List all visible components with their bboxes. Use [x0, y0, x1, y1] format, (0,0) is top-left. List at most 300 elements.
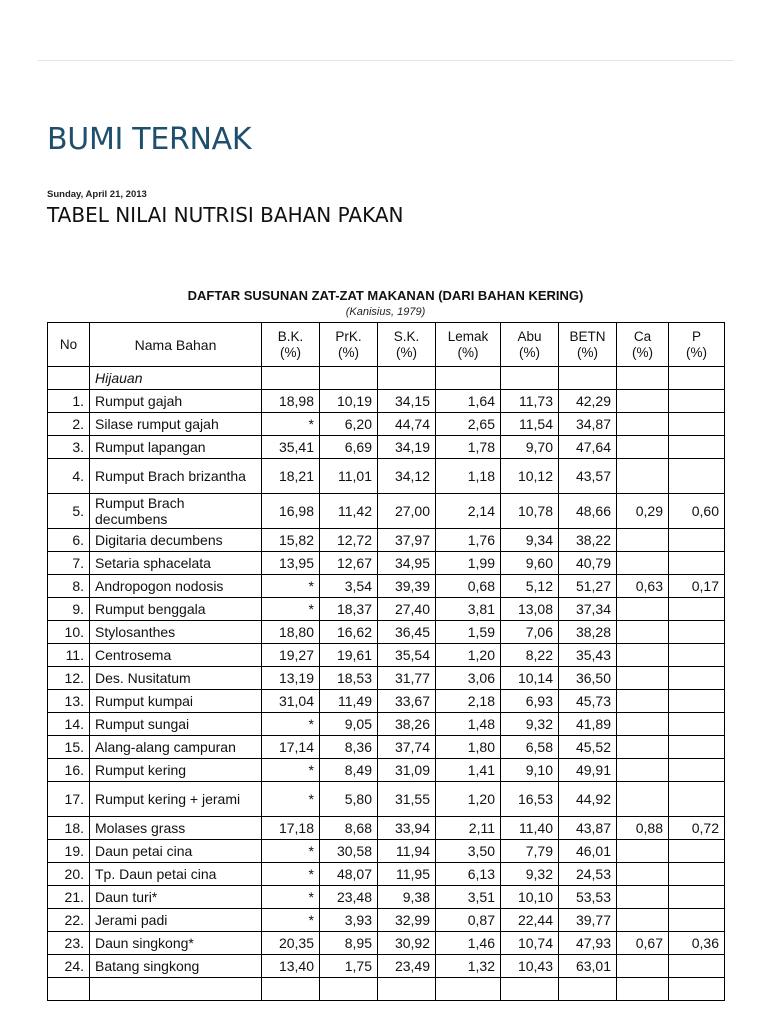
cell-sk: 37,97 [378, 529, 436, 552]
table-row [48, 575, 725, 598]
cell-ca [617, 759, 669, 782]
row-number: 9. [48, 598, 90, 621]
header-abu-label: Abu [517, 328, 542, 344]
cell-prk: 16,62 [320, 621, 378, 644]
cell-p [669, 713, 725, 736]
row-name: Andropogon nodosis [90, 575, 262, 598]
cell-sk: 34,12 [378, 459, 436, 494]
header-p [669, 323, 725, 367]
table-row [48, 817, 725, 840]
cell-prk: 8,95 [320, 932, 378, 955]
cell-ca: 0,63 [617, 575, 669, 598]
cell-sk: 11,95 [378, 863, 436, 886]
cell-betn: 34,87 [559, 413, 617, 436]
cell-bk: * [262, 598, 320, 621]
header-bk-unit: (%) [280, 344, 301, 360]
cell-lemak: 6,13 [436, 863, 501, 886]
cell-abu: 7,79 [501, 840, 559, 863]
cell-p [669, 459, 725, 494]
cell-betn [559, 978, 617, 1001]
cell-lemak: 1,32 [436, 955, 501, 978]
cell-betn: 39,77 [559, 909, 617, 932]
cell-bk: 19,27 [262, 644, 320, 667]
row-name: Rumput lapangan [90, 436, 262, 459]
cell-p [669, 978, 725, 1001]
row-name: Daun turi* [90, 886, 262, 909]
cell-p [669, 667, 725, 690]
cell-bk: * [262, 713, 320, 736]
cell-abu: 9,32 [501, 713, 559, 736]
cell-bk: 15,82 [262, 529, 320, 552]
blog-title[interactable]: BUMI TERNAK [47, 122, 252, 157]
cell-lemak: 2,14 [436, 494, 501, 529]
cell-prk: 30,58 [320, 840, 378, 863]
cell-prk: 12,72 [320, 529, 378, 552]
row-name: Daun singkong* [90, 932, 262, 955]
header-ca-unit: (%) [632, 344, 653, 360]
group-row [48, 367, 725, 390]
cell-bk: 35,41 [262, 436, 320, 459]
cell-lemak: 1,76 [436, 529, 501, 552]
cell-abu: 11,40 [501, 817, 559, 840]
row-number: 21. [48, 886, 90, 909]
cell-prk: 6,69 [320, 436, 378, 459]
empty-cell [559, 367, 617, 390]
cell-sk: 30,92 [378, 932, 436, 955]
cell-p: 0,72 [669, 817, 725, 840]
cell-lemak: 2,65 [436, 413, 501, 436]
row-number: 7. [48, 552, 90, 575]
header-lemak [436, 323, 501, 367]
row-number: 8. [48, 575, 90, 598]
row-name: Des. Nusitatum [90, 667, 262, 690]
table-row [48, 413, 725, 436]
cell-p [669, 736, 725, 759]
cell-p [669, 413, 725, 436]
cell-sk: 27,40 [378, 598, 436, 621]
cell-betn: 36,50 [559, 667, 617, 690]
row-number: 4. [48, 459, 90, 494]
row-name: Rumput kumpai [90, 690, 262, 713]
row-number: 2. [48, 413, 90, 436]
cell-abu: 16,53 [501, 782, 559, 817]
cell-prk: 18,53 [320, 667, 378, 690]
empty-cell [378, 367, 436, 390]
table-row [48, 552, 725, 575]
cell-bk: * [262, 759, 320, 782]
cell-lemak: 1,99 [436, 552, 501, 575]
table-row [48, 690, 725, 713]
cell-bk: 16,98 [262, 494, 320, 529]
cell-p [669, 529, 725, 552]
cell-lemak [436, 978, 501, 1001]
cell-p: 0,60 [669, 494, 725, 529]
row-name: Stylosanthes [90, 621, 262, 644]
cell-sk [378, 978, 436, 1001]
cell-bk: * [262, 909, 320, 932]
cell-ca [617, 886, 669, 909]
table-row [48, 436, 725, 459]
table-row [48, 621, 725, 644]
cell-abu: 10,10 [501, 886, 559, 909]
cell-betn: 41,89 [559, 713, 617, 736]
empty-cell [262, 367, 320, 390]
cell-p [669, 886, 725, 909]
cell-betn: 47,64 [559, 436, 617, 459]
cell-lemak: 1,78 [436, 436, 501, 459]
cell-sk: 32,99 [378, 909, 436, 932]
cell-abu: 7,06 [501, 621, 559, 644]
cell-sk: 11,94 [378, 840, 436, 863]
table-header-row [48, 323, 725, 367]
row-name [90, 978, 262, 1001]
table-source: (Kanisius, 1979) [345, 306, 426, 318]
cell-sk: 36,45 [378, 621, 436, 644]
row-name: Rumput sungai [90, 713, 262, 736]
row-number: 6. [48, 529, 90, 552]
cell-abu: 10,14 [501, 667, 559, 690]
cell-bk: * [262, 782, 320, 817]
table-row [48, 598, 725, 621]
cell-lemak: 0,68 [436, 575, 501, 598]
header-prk-label: PrK. [335, 328, 362, 344]
cell-bk: 13,19 [262, 667, 320, 690]
header-name: Nama Bahan [90, 323, 262, 367]
row-name: Rumput kering [90, 759, 262, 782]
cell-ca [617, 644, 669, 667]
row-name: Rumput Brach decumbens [90, 494, 262, 529]
cell-ca [617, 909, 669, 932]
cell-p [669, 690, 725, 713]
cell-betn: 42,29 [559, 390, 617, 413]
cell-p [669, 782, 725, 817]
cell-prk: 12,67 [320, 552, 378, 575]
cell-bk: 18,80 [262, 621, 320, 644]
row-name: Silase rumput gajah [90, 413, 262, 436]
cell-ca [617, 598, 669, 621]
cell-p [669, 552, 725, 575]
cell-betn: 45,52 [559, 736, 617, 759]
empty-cell [617, 367, 669, 390]
row-number: 24. [48, 955, 90, 978]
cell-bk: * [262, 863, 320, 886]
cell-prk: 3,54 [320, 575, 378, 598]
header-bk [262, 323, 320, 367]
cell-lemak: 3,81 [436, 598, 501, 621]
cell-p [669, 909, 725, 932]
row-name: Rumput gajah [90, 390, 262, 413]
cell-abu: 5,12 [501, 575, 559, 598]
row-number: 23. [48, 932, 90, 955]
cell-prk: 8,36 [320, 736, 378, 759]
cell-bk [262, 978, 320, 1001]
header-p-unit: (%) [686, 344, 707, 360]
cell-betn: 48,66 [559, 494, 617, 529]
cell-betn: 37,34 [559, 598, 617, 621]
header-ca [617, 323, 669, 367]
cell-p [669, 863, 725, 886]
cell-ca [617, 713, 669, 736]
cell-lemak: 1,80 [436, 736, 501, 759]
cell-betn: 24,53 [559, 863, 617, 886]
empty-cell [320, 367, 378, 390]
row-name: Rumput benggala [90, 598, 262, 621]
cell-bk: * [262, 413, 320, 436]
cell-ca [617, 736, 669, 759]
row-name: Molases grass [90, 817, 262, 840]
header-abu-unit: (%) [519, 344, 540, 360]
cell-prk: 5,80 [320, 782, 378, 817]
cell-abu: 10,12 [501, 459, 559, 494]
cell-abu: 9,10 [501, 759, 559, 782]
group-no-cell [48, 367, 90, 390]
cell-betn: 51,27 [559, 575, 617, 598]
cell-betn: 44,92 [559, 782, 617, 817]
row-number: 16. [48, 759, 90, 782]
cell-ca [617, 863, 669, 886]
empty-cell [436, 367, 501, 390]
row-name: Tp. Daun petai cina [90, 863, 262, 886]
cell-prk: 3,93 [320, 909, 378, 932]
cell-betn: 63,01 [559, 955, 617, 978]
cell-p [669, 621, 725, 644]
cell-lemak: 1,48 [436, 713, 501, 736]
row-number: 5. [48, 494, 90, 529]
cell-sk: 34,95 [378, 552, 436, 575]
cell-lemak: 1,59 [436, 621, 501, 644]
row-number: 20. [48, 863, 90, 886]
cell-bk: 20,35 [262, 932, 320, 955]
row-name: Centrosema [90, 644, 262, 667]
row-name: Daun petai cina [90, 840, 262, 863]
cell-ca [617, 667, 669, 690]
cell-ca: 0,88 [617, 817, 669, 840]
cell-betn: 53,53 [559, 886, 617, 909]
cell-abu: 9,70 [501, 436, 559, 459]
row-name: Setaria sphacelata [90, 552, 262, 575]
cell-bk: 18,21 [262, 459, 320, 494]
table-row [48, 909, 725, 932]
cell-abu: 22,44 [501, 909, 559, 932]
cell-ca [617, 390, 669, 413]
cell-abu: 10,43 [501, 955, 559, 978]
cell-p [669, 436, 725, 459]
row-name: Jerami padi [90, 909, 262, 932]
group-label: Hijauan [90, 367, 262, 390]
cell-sk: 44,74 [378, 413, 436, 436]
cell-betn: 40,79 [559, 552, 617, 575]
row-name: Digitaria decumbens [90, 529, 262, 552]
header-betn-unit: (%) [577, 344, 598, 360]
cell-prk: 6,20 [320, 413, 378, 436]
row-number: 10. [48, 621, 90, 644]
cell-ca: 0,29 [617, 494, 669, 529]
cell-p: 0,36 [669, 932, 725, 955]
cell-abu: 8,22 [501, 644, 559, 667]
cell-abu: 6,93 [501, 690, 559, 713]
table-row [48, 955, 725, 978]
header-sk-label: S.K. [393, 328, 420, 344]
row-number [48, 978, 90, 1001]
header-sk [378, 323, 436, 367]
cell-lemak: 1,18 [436, 459, 501, 494]
cell-betn: 45,73 [559, 690, 617, 713]
table-row [48, 713, 725, 736]
cell-p [669, 840, 725, 863]
table-title: DAFTAR SUSUNAN ZAT-ZAT MAKANAN (DARI BAHAN KERING) [187, 288, 584, 303]
table-row [48, 840, 725, 863]
row-name: Alang-alang campuran [90, 736, 262, 759]
table-row [48, 644, 725, 667]
cell-abu: 9,32 [501, 863, 559, 886]
cell-ca [617, 621, 669, 644]
cell-ca [617, 690, 669, 713]
header-bk-label: B.K. [277, 328, 304, 344]
row-number: 11. [48, 644, 90, 667]
cell-abu: 13,08 [501, 598, 559, 621]
cell-betn: 47,93 [559, 932, 617, 955]
header-sk-unit: (%) [396, 344, 417, 360]
cell-sk: 34,15 [378, 390, 436, 413]
cell-ca [617, 840, 669, 863]
table-row [48, 886, 725, 909]
cell-prk: 10,19 [320, 390, 378, 413]
row-name: Rumput Brach brizantha [90, 459, 262, 494]
cell-ca [617, 436, 669, 459]
cell-ca [617, 459, 669, 494]
row-number: 22. [48, 909, 90, 932]
row-number: 3. [48, 436, 90, 459]
row-number: 14. [48, 713, 90, 736]
cell-prk: 9,05 [320, 713, 378, 736]
cell-sk: 33,94 [378, 817, 436, 840]
cell-lemak: 3,50 [436, 840, 501, 863]
cell-abu: 10,78 [501, 494, 559, 529]
header-abu [501, 323, 559, 367]
cell-bk: * [262, 575, 320, 598]
cell-lemak: 1,46 [436, 932, 501, 955]
cell-ca [617, 782, 669, 817]
cell-lemak: 0,87 [436, 909, 501, 932]
cell-bk: * [262, 840, 320, 863]
cell-p [669, 390, 725, 413]
row-name: Rumput kering + jerami [90, 782, 262, 817]
cell-prk: 8,49 [320, 759, 378, 782]
cell-sk: 31,09 [378, 759, 436, 782]
cell-abu: 9,60 [501, 552, 559, 575]
cell-abu: 11,54 [501, 413, 559, 436]
cell-lemak: 1,64 [436, 390, 501, 413]
cell-abu: 11,73 [501, 390, 559, 413]
cell-sk: 9,38 [378, 886, 436, 909]
table-row [48, 667, 725, 690]
table-row [48, 529, 725, 552]
row-number: 17. [48, 782, 90, 817]
header-lemak-unit: (%) [457, 344, 479, 360]
cell-sk: 27,00 [378, 494, 436, 529]
cell-lemak: 3,06 [436, 667, 501, 690]
table-row [48, 390, 725, 413]
cell-prk: 11,01 [320, 459, 378, 494]
table-row [48, 978, 725, 1001]
cell-sk: 31,55 [378, 782, 436, 817]
cell-ca [617, 413, 669, 436]
cell-bk: 13,95 [262, 552, 320, 575]
cell-betn: 38,22 [559, 529, 617, 552]
empty-cell [669, 367, 725, 390]
cell-lemak: 2,11 [436, 817, 501, 840]
cell-ca [617, 978, 669, 1001]
cell-abu [501, 978, 559, 1001]
row-number: 12. [48, 667, 90, 690]
header-betn-label: BETN [569, 328, 606, 344]
header-divider [38, 60, 734, 61]
cell-lemak: 3,51 [436, 886, 501, 909]
row-number: 13. [48, 690, 90, 713]
header-no: No [48, 323, 90, 367]
cell-bk: 31,04 [262, 690, 320, 713]
cell-prk: 23,48 [320, 886, 378, 909]
empty-cell [501, 367, 559, 390]
cell-sk: 33,67 [378, 690, 436, 713]
cell-prk: 18,37 [320, 598, 378, 621]
cell-sk: 38,26 [378, 713, 436, 736]
cell-ca [617, 552, 669, 575]
cell-bk: * [262, 886, 320, 909]
cell-abu: 6,58 [501, 736, 559, 759]
table-row [48, 932, 725, 955]
cell-prk: 11,49 [320, 690, 378, 713]
cell-lemak: 2,18 [436, 690, 501, 713]
cell-sk: 37,74 [378, 736, 436, 759]
header-prk-unit: (%) [338, 344, 359, 360]
cell-bk: 18,98 [262, 390, 320, 413]
table-row [48, 494, 725, 529]
cell-bk: 13,40 [262, 955, 320, 978]
cell-sk: 23,49 [378, 955, 436, 978]
row-number: 18. [48, 817, 90, 840]
row-number: 1. [48, 390, 90, 413]
table-row [48, 759, 725, 782]
cell-lemak: 1,20 [436, 644, 501, 667]
cell-p [669, 955, 725, 978]
cell-ca: 0,67 [617, 932, 669, 955]
cell-sk: 34,19 [378, 436, 436, 459]
cell-sk: 39,39 [378, 575, 436, 598]
post-date: Sunday, April 21, 2013 [47, 189, 147, 200]
cell-betn: 43,87 [559, 817, 617, 840]
row-number: 15. [48, 736, 90, 759]
table-row [48, 782, 725, 817]
cell-bk: 17,14 [262, 736, 320, 759]
header-prk [320, 323, 378, 367]
row-name: Batang singkong [90, 955, 262, 978]
cell-prk: 1,75 [320, 955, 378, 978]
cell-sk: 31,77 [378, 667, 436, 690]
cell-abu: 10,74 [501, 932, 559, 955]
cell-prk: 48,07 [320, 863, 378, 886]
cell-lemak: 1,41 [436, 759, 501, 782]
cell-ca [617, 529, 669, 552]
cell-betn: 49,91 [559, 759, 617, 782]
post-title: TABEL NILAI NUTRISI BAHAN PAKAN [47, 203, 404, 227]
cell-p: 0,17 [669, 575, 725, 598]
cell-lemak: 1,20 [436, 782, 501, 817]
cell-sk: 35,54 [378, 644, 436, 667]
cell-prk: 11,42 [320, 494, 378, 529]
table-row [48, 863, 725, 886]
cell-betn: 43,57 [559, 459, 617, 494]
